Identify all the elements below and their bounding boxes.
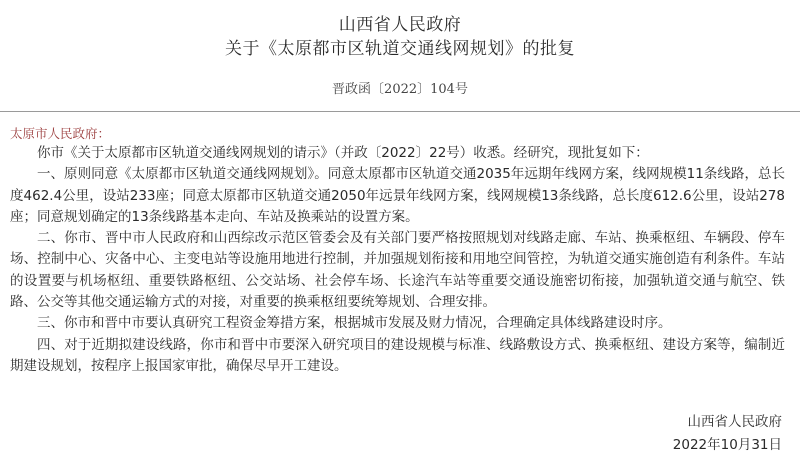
paragraph-item-4: 四、对于近期拟建设线路，你市和晋中市要深入研究项目的建设规模与标准、线路敷设方式、换乘枢纽、建设方案等，编制近期建设规划，按程序上报国家审批，确保尽早开工建设。	[10, 336, 785, 374]
signature-date: 2022年10月31日	[672, 437, 782, 453]
salutation: 太原市人民政府：	[10, 126, 111, 141]
signature-org: 山西省人民政府	[687, 414, 782, 430]
paragraph-item-2: 二、你市、晋中市人民政府和山西综改示范区管委会及有关部门要严格按照规划对线路走廊、车站、换乘枢纽、车辆段、停车场、控制中心、灾备中心、主变电站等设施用地进行控制，并加强规划衔接和用地空间管控，为轨道交通实施创造有利条件。车站的设置要与机场枢纽、重要铁路枢纽、公交站场、社会停车场、长途汽车站等重要交通设施密切衔接，加强轨道交通与航空、铁路、公交等其他交通运输方式的对接，对重要的换乘枢纽要统筹规划、合理安排。	[10, 230, 785, 311]
paragraph-item-1: 一、原则同意《太原都市区轨道交通线网规划》。同意太原都市区轨道交通2035年远期年线网方案，线网规模11条线路，总长度462.4公里，设站233座；同意太原都市区轨道交通2050年远景年线网方案，线网规模13条线路，总长度612.6公里，设站278座；同意规划确定的13条线路基本走向、车站及换乘站的设置方案。	[10, 166, 785, 225]
document-body	[10, 143, 785, 377]
issuer-title: 山西省人民政府	[338, 15, 462, 35]
paragraph-intro: 你市《关于太原都市区轨道交通线网规划的请示》（并政〔2022〕22号）收悉。经研究，现批复如下：	[37, 145, 649, 161]
document-number: 晋政函〔2022〕104号	[332, 82, 468, 97]
header-divider	[0, 111, 800, 112]
document-title: 关于《太原都市区轨道交通线网规划》的批复	[225, 39, 575, 59]
paragraph-item-3: 三、你市和晋中市要认真研究工程资金筹措方案，根据城市发展及财力情况，合理确定具体线路建设时序。	[37, 315, 672, 332]
